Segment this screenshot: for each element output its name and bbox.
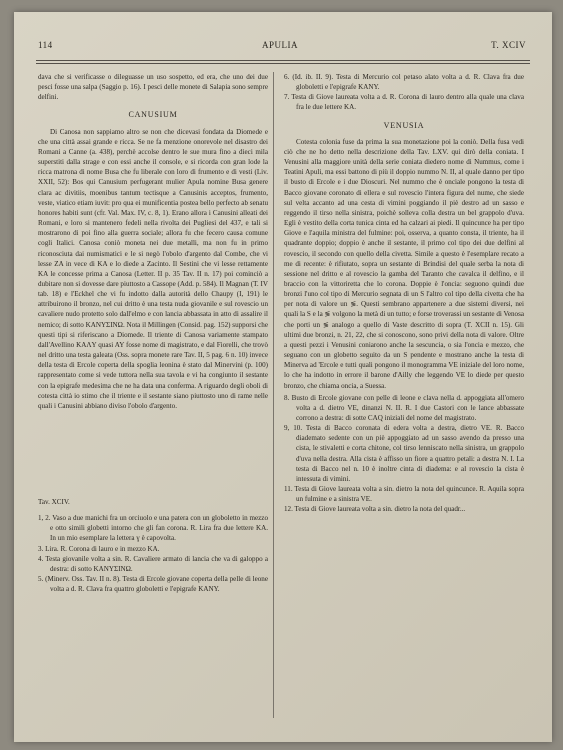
list-item: 3. Lira. R. Corona di lauro e in mezzo KA. [38, 544, 160, 553]
list-item: 5. (Minerv. Oss. Tav. II n. 8). Testa di Ercole giovane coperta della pelle di leone volta a d. R. Clava fra quattro globoletti e l'epigrafe KANY. [38, 575, 268, 594]
running-title: APULIA [262, 40, 298, 50]
plate-reference: T. XCIV [491, 40, 526, 50]
list-item: 4. Testa giovanile volta a sin. R. Cavaliere armato di lancia che va di galoppo a destra: di sotto KANYΣINΩ. [38, 554, 268, 573]
page-number: 114 [38, 40, 53, 50]
page-header [14, 40, 552, 56]
section-title-venusia: VENUSIA [383, 120, 425, 130]
venusia-paragraph: Cotesta colonia fuse da prima la sua monetazione poi la coniò. Della fusa vedi ciò che ne ho detto nella descrizione della Tav. LXV. qui dirò della coniata. I Venusini alla maggiore unità della serie coniata diedero nome di Nummus, come i Teatini Apuli, ma essi battono di più il doppio nummo N. II, al quale danno per tipo il busto di Ercole e i due Dioscuri. Nel nummo che è onciale pongono la testa di Bacco giovane coronato di ellera e sul rovescio l'intera figura del nume, che siede sul velta accanto ad una cesta di vimini poggiando il piè destro ad un sasso e reggendo il tirso nella sinistra, poichè solleva colla destra un bel grappolo d'uva. Egli è vestito della corta tunica cinta ed ha calzari ai piedi. Il quincunce ha per tipo Giove e l'aquila ministra del fulmine: poi, osserva, a quanto consta, il triente, ha il quadrante doppio; doppio è anche il sestante, il primo col tipo dei due delfini al rovescio, il secondo con quello della civetta. Simile a questo è l'esemplare recato a me di recente: è rifiutato, sopra un sestante di Brindisi del quale serba la nota di sessione nel dritto e al rovescio la gamba del Taranto che cavalca il delfino, e il braccio con la vittoriretta che lo corona. Doppie è l'oncia: seguono quindi due bronzi l'uno col tipo di Mercurio segnata di un S l'altro col tipo della civetta che ha per nota di valore un ≶. Questi sembrano appartenere a due sistemi diversi, nei quali la S e la ≶ volgono la metà di un tutto; e forse troverassi un sestante di Venosa che porti un ≶ analogo a quello di Vaste descritto di sopra (T. XCII n. 15). Gli ultimi due bronzi, n. 21, 22, che si conoscono, sono privi della nota di valore. Oltre a questi pezzi i Venusini coniarono anche la sescuncia, o sia l'oncia e mezzo, che seguano con un globetto seguito da un S pendente e mostrano anche la testa di Minerva ad 'Ercole e tutti quali pongono il monogramma VE iniziale del loro nome, lo che ha indotto in errore il barone d'Ailly che leggendo VE lo diede per questo bronzo, che chiama oncia, a Suessa. [284, 137, 524, 390]
list-item: 1, 2. Vaso a due manichi fra un orciuolo e una patera con un globoletto in mezzo e otto simili globetti intorno che gli fan corona. R. Lira fra due lettere KA. In un mio esemplare la lettera ɣ è capovolta. [38, 514, 268, 543]
header-rule [36, 60, 530, 61]
list-item: 9, 10. Testa di Bacco coronata di edera volta a destra, dietro VE. R. Bacco diademato sedente con un piè appoggiato ad un sasso avendo da presso una cista, le stivaletti e corta chitone, col tirso lenniscato nella sinistra, un grappolo d'uva nella destra. Alla cista è affisso un fiore a quattro petali: a destra N. I. La testa di Bacco nel n. 10 è inoltre cinta di diadema: e al rovescio la cista è intessuta di vimini. [284, 424, 524, 483]
list-item: 7. Testa di Giove laureata volta a d. R. Corona di lauro dentro alla quale una clava fra le due lettere KA. [284, 93, 524, 112]
section-title-canusium: CANUSIUM [128, 110, 178, 120]
tav-title: Tav. XCIV. [38, 498, 70, 506]
header-rule-double [36, 63, 530, 64]
page [14, 12, 552, 742]
intro-paragraph: dava che si verificasse o dileguasse un uso sospetto, ed era, che uno dei due pesci fosse una salpa (Saggio p. 16). I pesci delle monete di Salapia sono sempre delfini. [38, 73, 268, 102]
list-item: 11. Testa di Giove laureata volta a sin. dietro la nota del quincunce. R. Aquila sopra un fulmine e a sinistra VE. [284, 485, 524, 504]
canusium-paragraph: Di Canosa non sappiamo altro se non che dicevasi fondata da Diomede e che una città assai grande e ricca. Se ne fa menzione onorevole nel disastro dei Romani a Canne (a. 438), perchè accolse dentro le sue mura fino a dieci mila superstiti dalla strage e con essi anche il console, e si ricorda con gran lode la ricca matrona di nome Busa che fu liberale con loro di frumento e di vesti (Liv. XXII, 52): Bos qui Canusium perfugerant mulier Apula nomine Busa genere clara ac divitiis, moenibus tantum tectisque a Canusinis acceptos, frumento, veste, viatico etiam iuvit: pro qua ei munificentia postea bello perfecto ab senatu honores habiti sunt (cfr. Val. Max. IV, c. 8, 1). Erano allora i Canusini alleati dei Romani, e loro si mantenero fedeli nella rivolta dei Pugliesi del 437, e tali si mostrarono di poi fino alla guerra sociale; allora fu che fecero causa comune cogli Italici. Canosa coniò moneta nei due metalli, ma non fu in primo riconosciuta dai numismatici e le si negò l'obolo d'argento dal Combe, che vi lesse ZA in vece di KA e lo diede a Zacinto. Il Sestini che vi lesse rettamente KA le concesse prima a Canosa (Letter. II p. 35 Tav. II n. 17) poi cominciò a dubitare non si dovesse dare piuttosto a Cassope (Add. p. 584). Il Magnan (T. IV tab. 18) e l'Eckhel che vi fu indotto dalla autorità dello Chaupy (I, 191) le attribuirono il bronzo, nel cui dritto è una testa nuda giovanile e sul rovescio un cavaliere nudo protetto solo dall'elmo e con lancia abbassata in atto di assalire il nemico; di sotto KANYΣINΩ. Nota il Millingen (Consid. pag. 152) supporsi che questi tipi si riferiscano a Diomede. Il triente di Canosa variamente stampato dall'Avellino KAΛY quasi AY fosse nome di magistrato, e dal Fiorelli, che trovò nel dritto una testa galeata (Oss. sopra monete rare Tav. II, 5 pag. 6 n. 10) invece della testa di Ercole coperta della spoglia leonina è stato dal Minervini (p. 100) rappresentato come si vede tuttora nella sua tavola e vi ha congiunto il sestante con la epigrafe medesima che ne ha data una conferma. A riguardo degli oboli di cotesta città io stimo che il triente e il sestante siano piuttosto uno di rame nelle quali i Canusini abbiano diviso l'obolo d'argento. [38, 127, 268, 410]
right-column [284, 72, 524, 515]
list-item: 6. (Id. ib. II. 9). Testa di Mercurio col petaso alato volta a d. R. Clava fra due globoletti e l'epigrafe KANY. [284, 73, 524, 92]
list-item: 12. Testa di Giove laureata volta a sin. dietro la nota del quadr... [284, 505, 466, 514]
column-divider [273, 72, 274, 718]
left-column [38, 72, 268, 594]
list-item: 8. Busto di Ercole giovane con pelle di leone e clava nella d. appoggiata all'omero volta a d. dietro VE, dinanzi N. II. R. I due Castori con le lance abbassate corrono a destra: di sotte CAQ iniziali del nome del magistrato. [284, 393, 524, 422]
